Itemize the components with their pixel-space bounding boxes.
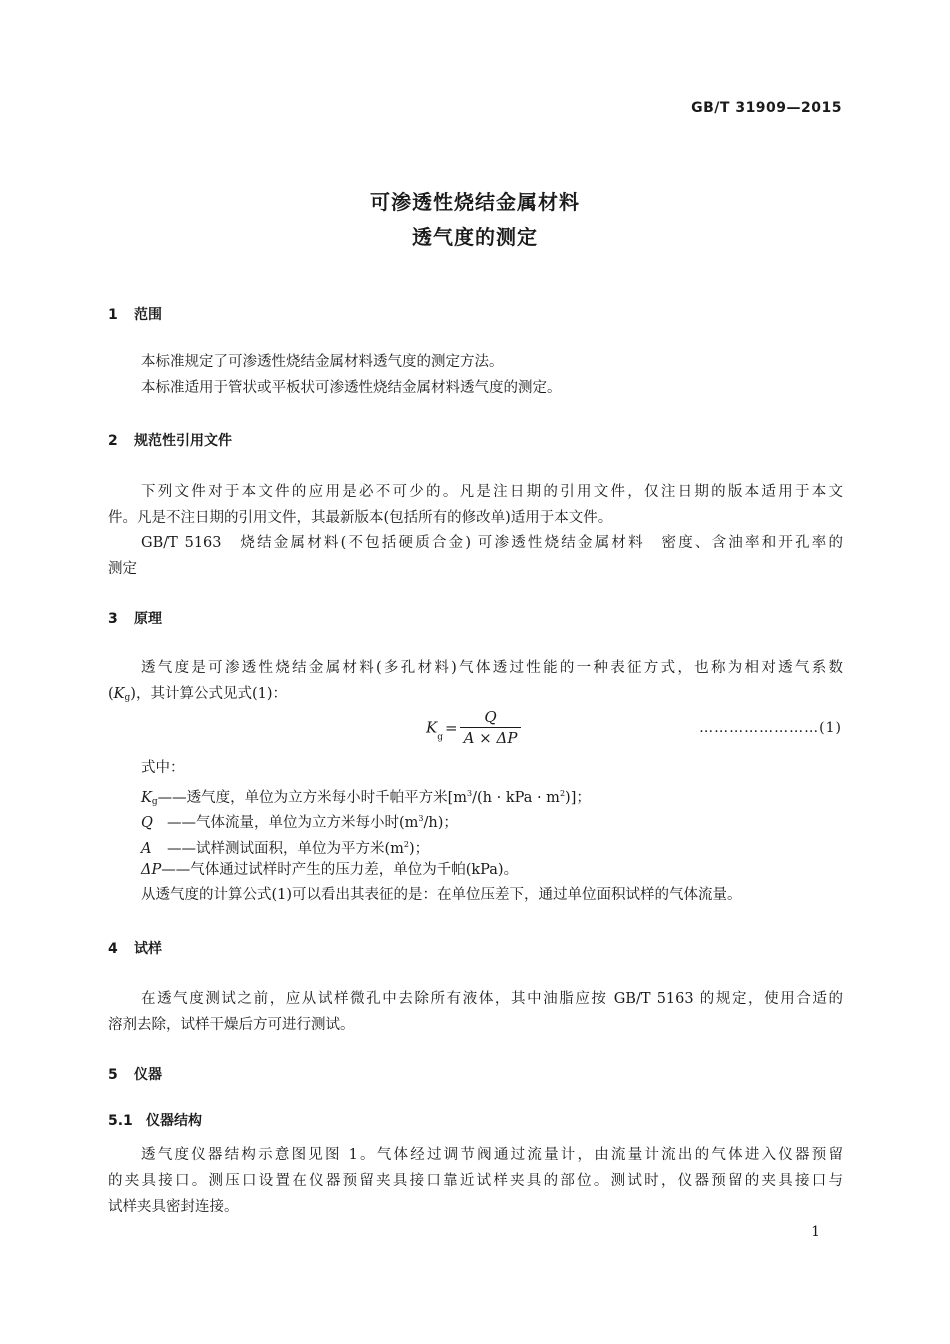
section-4-heading xyxy=(108,938,162,958)
equation-1 xyxy=(426,708,521,747)
where-label: 式中： xyxy=(141,760,185,776)
sec1-paragraph-1: 本标准规定了可渗透性烧结金属材料透气度的测定方法。 xyxy=(141,354,504,370)
section-number: 2 xyxy=(108,433,118,449)
fraction-numerator: Q xyxy=(460,708,522,728)
section-title: 原理 xyxy=(134,611,162,627)
equation-lhs-subscript: g xyxy=(437,732,443,743)
symbol: ΔP xyxy=(141,862,162,878)
symbol: K xyxy=(141,790,152,806)
definition-text-mid: /(h · kPa · m xyxy=(472,790,560,806)
equation-number: ……………………(1) xyxy=(699,720,842,736)
definition-text-end: )； xyxy=(409,841,430,857)
sec3-paragraph-1-line1: 透气度是可渗透性烧结金属材料(多孔材料)气体透过性能的一种表征方式，也称为相对透气系数 xyxy=(141,660,843,676)
sec3-paragraph-2: 从透气度的计算公式(1)可以看出其表征的是：在单位压差下，通过单位面积试样的气体流量。 xyxy=(141,887,742,903)
superscript: 2 xyxy=(559,789,566,798)
fraction xyxy=(460,708,522,747)
superscript: 2 xyxy=(403,840,409,849)
definition-delta-p xyxy=(141,857,518,883)
sec1-paragraph-2: 本标准适用于管状或平板状可渗透性烧结金属材料透气度的测定。 xyxy=(141,380,562,396)
sec2-reference-line2: 测定 xyxy=(108,561,137,577)
section-number: 5 xyxy=(108,1067,118,1083)
subscript: g xyxy=(151,797,158,807)
section-5-heading xyxy=(108,1064,162,1084)
sec5-paragraph-line2: 的夹具接口。测压口设置在仪器预留夹具接口靠近试样夹具的部位。测试时，仪器预留的夹具接口与 xyxy=(108,1173,843,1189)
symbol: A xyxy=(141,841,152,857)
equation-lhs: K xyxy=(426,718,438,737)
section-3-heading xyxy=(108,608,162,628)
paren-open: ( xyxy=(108,686,114,702)
subscript-g: g xyxy=(124,693,131,703)
sec5-paragraph-line1: 透气度仪器结构示意图见图 1。气体经过调节阀通过流量计，由流量计流出的气体进入仪器预留 xyxy=(141,1147,843,1163)
section-title: 仪器 xyxy=(134,1067,162,1083)
document-title-line1: 可渗透性烧结金属材料 xyxy=(370,190,580,214)
definition-text: ——气体通过试样时产生的压力差，单位为千帕(kPa)。 xyxy=(161,862,519,878)
section-2-heading xyxy=(108,430,232,450)
equals-sign: = xyxy=(444,718,458,737)
symbol-kg: K xyxy=(113,686,125,702)
subsection-title: 仪器结构 xyxy=(146,1113,202,1129)
section-number: 1 xyxy=(108,307,118,323)
sentence-rest: )，其计算公式见式(1)： xyxy=(130,686,287,702)
sec2-paragraph-1-line1: 下列文件对于本文件的应用是必不可少的。凡是注日期的引用文件，仅注日期的版本适用于本文 xyxy=(141,484,843,500)
subsection-number: 5.1 xyxy=(108,1113,133,1129)
definition-text-end: )]； xyxy=(565,790,591,806)
document-title-line2: 透气度的测定 xyxy=(412,225,538,249)
sec5-paragraph-line3: 试样夹具密封连接。 xyxy=(108,1199,239,1215)
superscript: 3 xyxy=(418,814,424,823)
section-title: 规范性引用文件 xyxy=(134,433,232,449)
section-number: 4 xyxy=(108,941,118,957)
section-number: 3 xyxy=(108,611,118,627)
definition-text: ——透气度，单位为立方米每小时千帕平方米[m xyxy=(157,790,468,806)
definition-text: ——试样测试面积，单位为平方米(m xyxy=(167,841,404,857)
sec3-paragraph-1-line2 xyxy=(108,681,843,711)
symbol: Q xyxy=(141,815,153,831)
sec2-paragraph-1-line2: 件。凡是不注日期的引用文件，其最新版本(包括所有的修改单)适用于本文件。 xyxy=(108,510,613,526)
section-title: 试样 xyxy=(134,941,162,957)
fraction-denominator: A × ΔP xyxy=(463,729,518,747)
sec2-reference-line1: GB/T 5163 烧结金属材料(不包括硬质合金) 可渗透性烧结金属材料 密度、含油率和开孔率的 xyxy=(141,535,843,551)
definition-text-end: /h)； xyxy=(423,815,458,831)
section-title: 范围 xyxy=(134,307,162,323)
superscript: 3 xyxy=(467,789,473,798)
standard-number: GB/T 31909—2015 xyxy=(691,100,842,116)
section-1-heading xyxy=(108,304,162,324)
subsection-5-1-heading xyxy=(108,1110,202,1130)
page-number: 1 xyxy=(811,1224,820,1240)
sec4-paragraph-line2: 溶剂去除，试样干燥后方可进行测试。 xyxy=(108,1017,355,1033)
definition-text: ——气体流量，单位为立方米每小时(m xyxy=(167,815,419,831)
sec4-paragraph-line1: 在透气度测试之前，应从试样微孔中去除所有液体，其中油脂应按 GB/T 5163 的规定，使用合适的 xyxy=(141,991,843,1007)
